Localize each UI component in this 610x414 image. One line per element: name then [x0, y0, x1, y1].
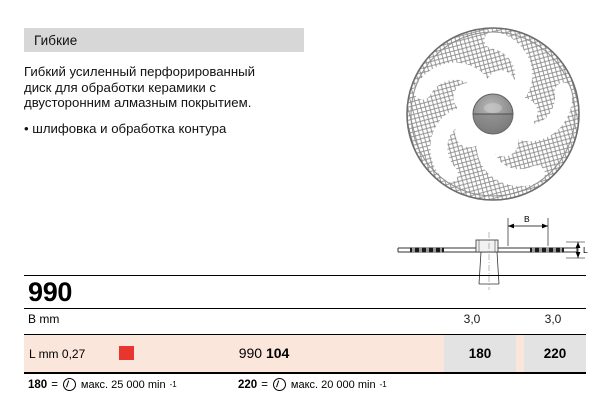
disc-illustration-svg [398, 22, 588, 207]
product-code-prefix: 990 [238, 345, 263, 361]
color-swatch [119, 346, 134, 360]
legend-text-180: макс. 25 000 min [80, 378, 166, 391]
b-value-180: 3,0 [463, 312, 481, 326]
legend-equals-180: = [51, 378, 58, 391]
description-line-3: двусторонним алмазным покрытием. [24, 95, 252, 111]
product-row [24, 334, 586, 373]
category-band [24, 28, 304, 52]
rpm-icon [63, 378, 76, 391]
divider-bottom [24, 373, 586, 374]
divider-top [24, 275, 586, 276]
category-label: Гибкие [34, 32, 78, 48]
technical-drawing-svg [380, 212, 595, 292]
b-row-label: B mm [28, 312, 60, 326]
speed-legend-220 [238, 378, 387, 391]
rpm-icon [273, 378, 286, 391]
description-line-2: диск для обработки керамики с [24, 79, 217, 95]
legend-code-180: 180 [28, 378, 48, 391]
divider-mid [24, 308, 586, 309]
product-number: 990 [28, 277, 73, 307]
dim-b-label: B [524, 214, 530, 224]
product-code-suffix: 104 [265, 345, 290, 361]
l-label: L mm 0,27 [29, 347, 86, 361]
legend-equals-220: = [261, 378, 268, 391]
product-description [24, 64, 334, 136]
disc-illustration [398, 22, 588, 207]
size-cell-180: 180 [444, 335, 516, 372]
b-value-220: 3,0 [544, 312, 562, 326]
description-bullet: • шлифовка и обработка контура [24, 120, 227, 136]
technical-drawing [380, 212, 595, 292]
legend-code-220: 220 [238, 378, 258, 391]
description-line-1: Гибкий усиленный перфорированный [24, 64, 255, 79]
product-code [184, 345, 344, 361]
size-cell-220: 220 [524, 335, 586, 372]
dim-l-label: L [583, 245, 588, 255]
legend-sup-180: -1 [169, 380, 177, 389]
speed-legend-180 [28, 378, 177, 391]
legend-text-220: макс. 20 000 min [290, 378, 376, 391]
legend-sup-220: -1 [379, 380, 387, 389]
